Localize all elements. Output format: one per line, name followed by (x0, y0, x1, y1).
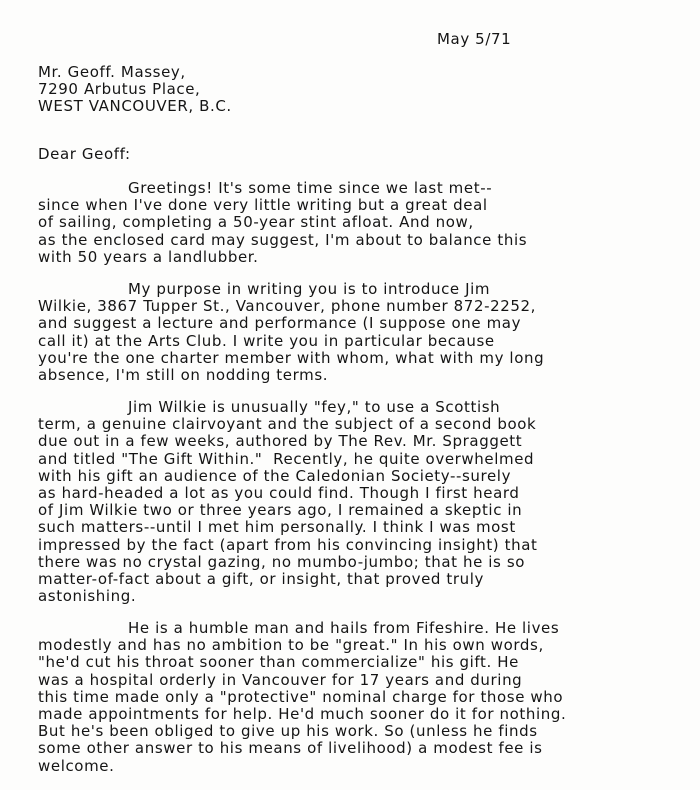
recipient-city: WEST VANCOUVER, B.C. (38, 97, 232, 115)
paragraph-line: was a hospital orderly in Vancouver for 17 years and during (38, 670, 523, 689)
paragraph-line: impressed by the fact (apart from his convincing insight) that (38, 535, 538, 554)
paragraph-line: But he's been obliged to give up his work. So (unless he finds (38, 722, 538, 741)
paragraph-4 (38, 620, 698, 775)
paragraph-3 (38, 399, 698, 605)
paragraph-line: "he'd cut his throat sooner than commercialize" his gift. He (38, 653, 519, 672)
paragraph-line: call it) at the Arts Club. I write you in particular because (38, 331, 495, 350)
paragraph-line: of Jim Wilkie two or three years ago, I remained a skeptic in (38, 501, 523, 520)
paragraph-line: and suggest a lecture and performance (I suppose one may (38, 314, 522, 333)
recipient-street: 7290 Arbutus Place, (38, 80, 201, 98)
paragraph-line: modestly and has no ambition to be "great." In his own words, (38, 636, 544, 655)
paragraph-line: astonishing. (38, 587, 137, 606)
paragraph-line: as the enclosed card may suggest, I'm about to balance this (38, 230, 528, 249)
paragraph-line: you're the one charter member with whom, what with my long (38, 348, 545, 367)
paragraph-line: there was no crystal gazing, no mumbo-jumbo; that he is so (38, 552, 526, 571)
paragraph-line: with his gift an audience of the Caledonian Society--surely (38, 466, 512, 485)
paragraph-line: Wilkie, 3867 Tupper St., Vancouver, phone number 872-2252, (38, 297, 537, 316)
paragraph-line: this time made only a "protective" nominal charge for those who (38, 687, 564, 706)
paragraph-1 (38, 180, 698, 266)
paragraph-line: with 50 years a landlubber. (38, 247, 259, 266)
salutation: Dear Geoff: (38, 145, 131, 163)
paragraph-line: some other answer to his means of livelihood) a modest fee is (38, 739, 543, 758)
paragraph-line: Jim Wilkie is unusually "fey," to use a Scottish (128, 398, 501, 416)
paragraph-2 (38, 281, 698, 384)
paragraph-line: Greetings! It's some time since we last met-- (128, 179, 493, 197)
paragraph-line: of sailing, completing a 50-year stint afloat. And now, (38, 213, 474, 232)
paragraph-line: such matters--until I met him personally. I think I was most (38, 518, 516, 537)
paragraph-line: as hard-headed a lot as you could find. Though I first heard (38, 483, 520, 502)
paragraph-line: He is a humble man and hails from Fifeshire. He lives (128, 619, 560, 637)
paragraph-line: and titled "The Gift Within." Recently, he quite overwhelmed (38, 449, 535, 468)
letter-date: May 5/71 (437, 30, 512, 48)
paragraph-line: since when I've done very little writing but a great deal (38, 196, 488, 215)
paragraph-line: My purpose in writing you is to introduce Jim (128, 280, 491, 298)
paragraph-line: term, a genuine clairvoyant and the subject of a second book (38, 415, 537, 434)
recipient-name: Mr. Geoff. Massey, (38, 63, 186, 81)
paragraph-line: matter-of-fact about a gift, or insight, that proved truly (38, 569, 485, 588)
paragraph-line: due out in a few weeks, authored by The Rev. Mr. Spraggett (38, 432, 523, 451)
paragraph-line: welcome. (38, 756, 115, 775)
paragraph-line: absence, I'm still on nodding terms. (38, 365, 329, 384)
paragraph-line: made appointments for help. He'd much sooner do it for nothing. (38, 704, 567, 723)
